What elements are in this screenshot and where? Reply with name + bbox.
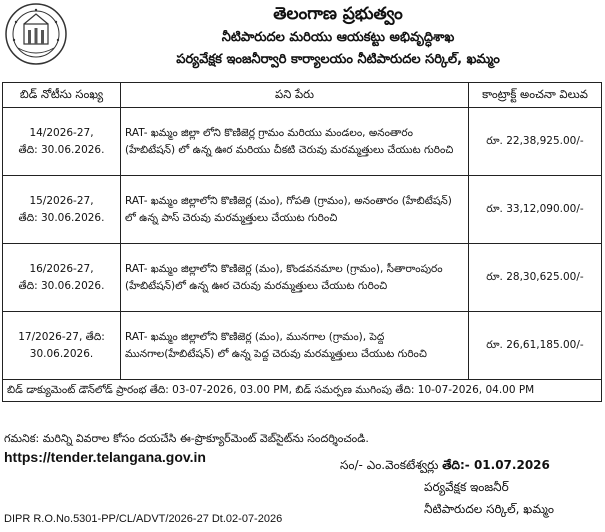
col-header-estimate: కాంట్రాక్ట్ అంచనా విలువ: [469, 83, 602, 108]
footer-note: గమనిక: మరిన్ని వివరాల కోసం దయచేసి ఈ-ప్రొక్యూర్‌మెంట్ వెబ్‌సైట్‌ను సందర్శించండి.: [4, 432, 369, 445]
dipr-reference: DIPR R.O.No.5301-PP/CL/ADVT/2026-27 Dt.02-07-2026: [4, 513, 283, 525]
office-title: పర్యవేక్షక ఇంజనీర్వారి కార్యాలయం నీటిపారుదల సర్కిల్, ఖమ్మం: [176, 52, 500, 67]
notice-no-cell: [3, 176, 121, 244]
signatory-date: తేది:- 01.07.2026: [442, 458, 550, 472]
notice-date: తేది: 30.06.2026.: [18, 143, 105, 156]
signatory-name: సం/- ఎం.వెంకటేశ్వర్లు: [340, 458, 439, 472]
notice-number: 14/2026-27,: [29, 126, 94, 139]
notice-date: తేది: 30.06.2026.: [18, 211, 105, 224]
signatory-line: [340, 458, 550, 475]
signatory-office: నీటిపారుదల సర్కిల్, ఖమ్మం: [424, 502, 554, 516]
work-name-cell: RAT- ఖమ్మం జిల్లా లోని కొణిజెర్ల గ్రామం మరియు మండలం, అనంతారం (హేబిటేషన్) లో ఉన్న ఊర మరియు చీకటి చెరువు మరమ్మత్తులు చేయుట గురించి: [121, 108, 469, 176]
work-name-cell: RAT- ఖమ్మం జిల్లాలోని కొణిజెర్ల (మం), గోపతి (గ్రామం), అనంతారం (హేబిటేషన్) లో ఉన్న పాస్ చెరువు మరమ్మత్తులు చేయుట గురించి: [121, 176, 469, 244]
table-header-row: [3, 83, 602, 108]
notice-date: 30.06.2026.: [29, 347, 94, 360]
notice-date: తేది: 30.06.2026.: [18, 279, 105, 292]
notice-no-cell: [3, 244, 121, 312]
col-header-work-name: పని పేరు: [121, 83, 469, 108]
bid-dates-text: బిడ్ డాక్యుమెంట్ డౌన్‌లోడ్ ప్రారంభ తేది: 03-07-2026, 03.00 PM, బిడ్ సమర్పణ ముగింపు తేది: 10-07-2026, 04.00 PM: [3, 380, 602, 402]
table-row: [3, 312, 602, 380]
col-header-notice-no: బిడ్ నోటీసు సంఖ్య: [3, 83, 121, 108]
notice-no-cell: [3, 108, 121, 176]
government-title: తెలంగాణ ప్రభుత్వం: [273, 4, 403, 24]
notice-number: 16/2026-27,: [29, 262, 94, 275]
estimate-cell: రూ. 26,61,185.00/-: [469, 312, 602, 380]
estimate-cell: రూ. 28,30,625.00/-: [469, 244, 602, 312]
work-name-cell: RAT- ఖమ్మం జిల్లాలోని కొణిజెర్ల (మం), మునగాల (గ్రామం), పెద్ద మునగాల(హేబిటేషన్) లో ఉన్న పెద్ద చెరువు మరమ్మత్తులు చేయుట గురించి: [121, 312, 469, 380]
department-title: నీటిపారుదల మరియు ఆయకట్టు అభివృద్ధిశాఖ: [221, 30, 455, 45]
tender-website-link[interactable]: https://tender.telangana.gov.in: [4, 449, 206, 465]
table-row: [3, 176, 602, 244]
notice-no-cell: [3, 312, 121, 380]
notice-number: 17/2026-27, తేది:: [18, 330, 105, 343]
signatory-designation: పర్యవేక్షక ఇంజనీర్: [424, 480, 509, 494]
table-row: [3, 108, 602, 176]
table-row: [3, 244, 602, 312]
tender-table: [2, 82, 602, 402]
work-name-cell: RAT- ఖమ్మం జిల్లాలోని కొణిజెర్ల (మం), కొండవనమాల (గ్రామం), సీతారాంపురం (హేబిటేషన్)లో ఉన్న ఊర చెరువు మరమ్మత్తులు చేయుట గురించి: [121, 244, 469, 312]
bid-dates-row: [3, 380, 602, 402]
notice-number: 15/2026-27,: [29, 194, 94, 207]
estimate-cell: రూ. 33,12,090.00/-: [469, 176, 602, 244]
telangana-emblem-icon: [4, 2, 68, 66]
estimate-cell: రూ. 22,38,925.00/-: [469, 108, 602, 176]
